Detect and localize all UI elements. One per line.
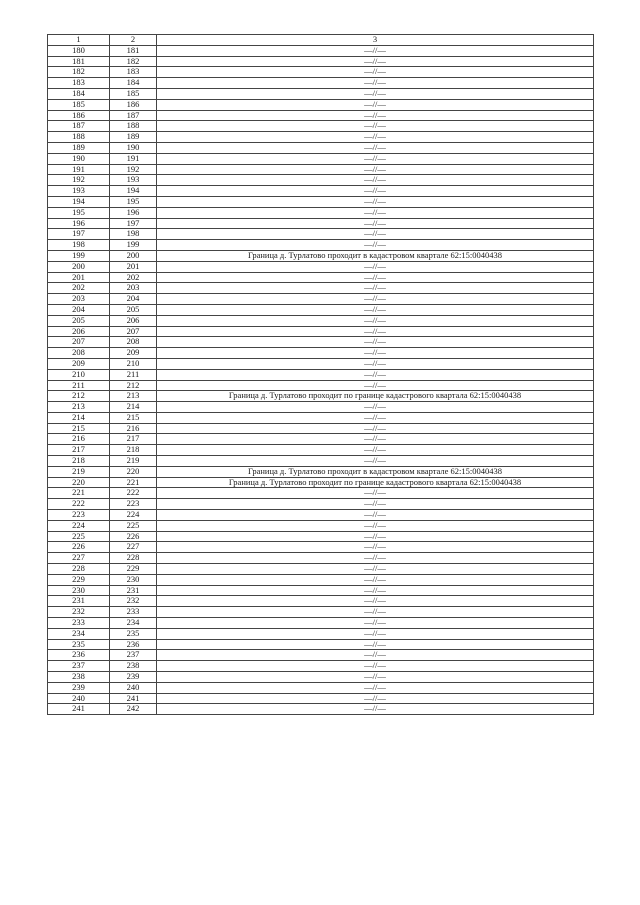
point-to-cell: 220 — [110, 466, 157, 477]
boundary-description-cell: —//— — [157, 45, 594, 56]
table-row — [48, 99, 594, 110]
point-from-cell: 205 — [48, 315, 110, 326]
point-from-cell: 185 — [48, 99, 110, 110]
point-to-cell: 214 — [110, 402, 157, 413]
table-row — [48, 510, 594, 521]
point-to-cell: 205 — [110, 304, 157, 315]
table-row — [48, 110, 594, 121]
table-row — [48, 304, 594, 315]
boundary-description-cell: Граница д. Турлатово проходит в кадастровом квартале 62:15:0040438 — [157, 466, 594, 477]
boundary-description-cell: —//— — [157, 186, 594, 197]
point-to-cell: 225 — [110, 520, 157, 531]
point-to-cell: 219 — [110, 456, 157, 467]
point-to-cell: 216 — [110, 423, 157, 434]
table-row — [48, 574, 594, 585]
table-row — [48, 240, 594, 251]
point-from-cell: 201 — [48, 272, 110, 283]
table-row — [48, 250, 594, 261]
point-from-cell: 212 — [48, 391, 110, 402]
table-row — [48, 132, 594, 143]
point-from-cell: 191 — [48, 164, 110, 175]
point-to-cell: 233 — [110, 607, 157, 618]
boundary-description-cell: —//— — [157, 488, 594, 499]
table-row — [48, 348, 594, 359]
point-from-cell: 187 — [48, 121, 110, 132]
boundary-description-cell: —//— — [157, 564, 594, 575]
point-from-cell: 231 — [48, 596, 110, 607]
point-from-cell: 221 — [48, 488, 110, 499]
boundary-description-cell: —//— — [157, 56, 594, 67]
table-row — [48, 294, 594, 305]
table-row — [48, 283, 594, 294]
table-row — [48, 218, 594, 229]
table-row — [48, 542, 594, 553]
point-to-cell: 184 — [110, 78, 157, 89]
point-to-cell: 196 — [110, 207, 157, 218]
point-to-cell: 187 — [110, 110, 157, 121]
point-from-cell: 229 — [48, 574, 110, 585]
point-from-cell: 207 — [48, 337, 110, 348]
table-row — [48, 499, 594, 510]
boundary-description-cell: —//— — [157, 499, 594, 510]
boundary-description-cell: —//— — [157, 164, 594, 175]
boundary-description-cell: —//— — [157, 574, 594, 585]
boundary-description-cell: —//— — [157, 639, 594, 650]
boundary-description-cell: —//— — [157, 207, 594, 218]
table-row — [48, 391, 594, 402]
point-to-cell: 229 — [110, 564, 157, 575]
point-from-cell: 230 — [48, 585, 110, 596]
point-from-cell: 181 — [48, 56, 110, 67]
boundary-points-table — [47, 34, 594, 715]
point-from-cell: 180 — [48, 45, 110, 56]
point-from-cell: 208 — [48, 348, 110, 359]
point-to-cell: 194 — [110, 186, 157, 197]
point-to-cell: 188 — [110, 121, 157, 132]
point-from-cell: 228 — [48, 564, 110, 575]
table-row — [48, 466, 594, 477]
point-to-cell: 197 — [110, 218, 157, 229]
point-from-cell: 200 — [48, 261, 110, 272]
point-from-cell: 236 — [48, 650, 110, 661]
point-to-cell: 240 — [110, 682, 157, 693]
point-to-cell: 215 — [110, 412, 157, 423]
boundary-description-cell: —//— — [157, 434, 594, 445]
table-row — [48, 445, 594, 456]
point-from-cell: 235 — [48, 639, 110, 650]
table-row — [48, 337, 594, 348]
boundary-description-cell: —//— — [157, 218, 594, 229]
boundary-description-cell: —//— — [157, 693, 594, 704]
boundary-description-cell: Граница д. Турлатово проходит по границе кадастрового квартала 62:15:0040438 — [157, 391, 594, 402]
boundary-description-cell: —//— — [157, 380, 594, 391]
point-to-cell: 207 — [110, 326, 157, 337]
boundary-description-cell: —//— — [157, 78, 594, 89]
point-from-cell: 223 — [48, 510, 110, 521]
column-header-2: 2 — [110, 35, 157, 46]
table-header-row — [48, 35, 594, 46]
table-row — [48, 531, 594, 542]
table-row — [48, 607, 594, 618]
point-from-cell: 195 — [48, 207, 110, 218]
point-from-cell: 203 — [48, 294, 110, 305]
point-to-cell: 192 — [110, 164, 157, 175]
boundary-description-cell: —//— — [157, 153, 594, 164]
boundary-description-cell: —//— — [157, 110, 594, 121]
boundary-description-cell: —//— — [157, 520, 594, 531]
table-row — [48, 164, 594, 175]
point-to-cell: 242 — [110, 704, 157, 715]
boundary-description-cell: Граница д. Турлатово проходит в кадастровом квартале 62:15:0040438 — [157, 250, 594, 261]
boundary-description-cell: Граница д. Турлатово проходит по границе кадастрового квартала 62:15:0040438 — [157, 477, 594, 488]
table-row — [48, 369, 594, 380]
boundary-description-cell: —//— — [157, 294, 594, 305]
boundary-description-cell: —//— — [157, 337, 594, 348]
table-row — [48, 693, 594, 704]
table-row — [48, 704, 594, 715]
table-row — [48, 142, 594, 153]
table-row — [48, 358, 594, 369]
point-from-cell: 184 — [48, 88, 110, 99]
point-from-cell: 238 — [48, 672, 110, 683]
table-row — [48, 186, 594, 197]
point-from-cell: 227 — [48, 553, 110, 564]
point-to-cell: 189 — [110, 132, 157, 143]
point-from-cell: 241 — [48, 704, 110, 715]
boundary-description-cell: —//— — [157, 704, 594, 715]
boundary-description-cell: —//— — [157, 510, 594, 521]
point-from-cell: 182 — [48, 67, 110, 78]
table-row — [48, 423, 594, 434]
boundary-description-cell: —//— — [157, 628, 594, 639]
boundary-description-cell: —//— — [157, 412, 594, 423]
point-to-cell: 222 — [110, 488, 157, 499]
point-to-cell: 218 — [110, 445, 157, 456]
table-row — [48, 67, 594, 78]
table-row — [48, 402, 594, 413]
boundary-description-cell: —//— — [157, 315, 594, 326]
table-row — [48, 661, 594, 672]
boundary-description-cell: —//— — [157, 261, 594, 272]
boundary-description-cell: —//— — [157, 132, 594, 143]
table-row — [48, 488, 594, 499]
table-body — [48, 45, 594, 714]
boundary-description-cell: —//— — [157, 326, 594, 337]
point-to-cell: 209 — [110, 348, 157, 359]
boundary-description-cell: —//— — [157, 240, 594, 251]
table-row — [48, 520, 594, 531]
point-to-cell: 213 — [110, 391, 157, 402]
point-to-cell: 211 — [110, 369, 157, 380]
boundary-description-cell: —//— — [157, 445, 594, 456]
point-to-cell: 221 — [110, 477, 157, 488]
point-from-cell: 232 — [48, 607, 110, 618]
point-from-cell: 204 — [48, 304, 110, 315]
table-row — [48, 207, 594, 218]
point-to-cell: 238 — [110, 661, 157, 672]
boundary-description-cell: —//— — [157, 585, 594, 596]
boundary-description-cell: —//— — [157, 175, 594, 186]
point-to-cell: 193 — [110, 175, 157, 186]
point-to-cell: 231 — [110, 585, 157, 596]
table-row — [48, 553, 594, 564]
point-to-cell: 201 — [110, 261, 157, 272]
point-to-cell: 223 — [110, 499, 157, 510]
point-to-cell: 230 — [110, 574, 157, 585]
point-to-cell: 228 — [110, 553, 157, 564]
point-from-cell: 189 — [48, 142, 110, 153]
table-row — [48, 229, 594, 240]
column-header-1: 1 — [48, 35, 110, 46]
boundary-description-cell: —//— — [157, 142, 594, 153]
point-to-cell: 241 — [110, 693, 157, 704]
point-to-cell: 185 — [110, 88, 157, 99]
point-to-cell: 190 — [110, 142, 157, 153]
point-to-cell: 234 — [110, 618, 157, 629]
point-from-cell: 214 — [48, 412, 110, 423]
point-from-cell: 216 — [48, 434, 110, 445]
point-to-cell: 224 — [110, 510, 157, 521]
table-row — [48, 639, 594, 650]
point-from-cell: 239 — [48, 682, 110, 693]
table-row — [48, 196, 594, 207]
table-row — [48, 585, 594, 596]
point-from-cell: 183 — [48, 78, 110, 89]
point-from-cell: 211 — [48, 380, 110, 391]
boundary-description-cell: —//— — [157, 542, 594, 553]
point-from-cell: 218 — [48, 456, 110, 467]
boundary-description-cell: —//— — [157, 423, 594, 434]
boundary-description-cell: —//— — [157, 596, 594, 607]
point-to-cell: 236 — [110, 639, 157, 650]
point-from-cell: 219 — [48, 466, 110, 477]
point-to-cell: 235 — [110, 628, 157, 639]
boundary-description-cell: —//— — [157, 661, 594, 672]
boundary-description-cell: —//— — [157, 369, 594, 380]
point-from-cell: 209 — [48, 358, 110, 369]
boundary-description-cell: —//— — [157, 456, 594, 467]
table-row — [48, 153, 594, 164]
point-from-cell: 215 — [48, 423, 110, 434]
point-from-cell: 226 — [48, 542, 110, 553]
point-to-cell: 237 — [110, 650, 157, 661]
point-from-cell: 233 — [48, 618, 110, 629]
boundary-description-cell: —//— — [157, 196, 594, 207]
point-to-cell: 227 — [110, 542, 157, 553]
table-row — [48, 121, 594, 132]
point-from-cell: 224 — [48, 520, 110, 531]
point-from-cell: 237 — [48, 661, 110, 672]
point-from-cell: 196 — [48, 218, 110, 229]
boundary-description-cell: —//— — [157, 650, 594, 661]
boundary-description-cell: —//— — [157, 682, 594, 693]
table-row — [48, 682, 594, 693]
point-to-cell: 206 — [110, 315, 157, 326]
boundary-description-cell: —//— — [157, 553, 594, 564]
point-to-cell: 200 — [110, 250, 157, 261]
boundary-description-cell: —//— — [157, 283, 594, 294]
boundary-description-cell: —//— — [157, 88, 594, 99]
point-from-cell: 217 — [48, 445, 110, 456]
point-to-cell: 210 — [110, 358, 157, 369]
boundary-description-cell: —//— — [157, 348, 594, 359]
table-row — [48, 272, 594, 283]
table-row — [48, 456, 594, 467]
table-row — [48, 56, 594, 67]
point-from-cell: 206 — [48, 326, 110, 337]
table-row — [48, 261, 594, 272]
point-to-cell: 199 — [110, 240, 157, 251]
point-to-cell: 217 — [110, 434, 157, 445]
point-to-cell: 182 — [110, 56, 157, 67]
table-row — [48, 326, 594, 337]
table-row — [48, 78, 594, 89]
boundary-description-cell: —//— — [157, 402, 594, 413]
table-row — [48, 88, 594, 99]
point-from-cell: 225 — [48, 531, 110, 542]
point-from-cell: 199 — [48, 250, 110, 261]
table-row — [48, 618, 594, 629]
boundary-description-cell: —//— — [157, 121, 594, 132]
boundary-description-cell: —//— — [157, 229, 594, 240]
boundary-description-cell: —//— — [157, 672, 594, 683]
boundary-description-cell: —//— — [157, 358, 594, 369]
table-row — [48, 672, 594, 683]
table-row — [48, 564, 594, 575]
point-to-cell: 195 — [110, 196, 157, 207]
point-from-cell: 197 — [48, 229, 110, 240]
point-from-cell: 194 — [48, 196, 110, 207]
boundary-description-cell: —//— — [157, 618, 594, 629]
point-to-cell: 203 — [110, 283, 157, 294]
boundary-description-cell: —//— — [157, 304, 594, 315]
point-to-cell: 208 — [110, 337, 157, 348]
point-from-cell: 186 — [48, 110, 110, 121]
point-to-cell: 198 — [110, 229, 157, 240]
boundary-description-cell: —//— — [157, 67, 594, 78]
point-to-cell: 186 — [110, 99, 157, 110]
boundary-description-cell: —//— — [157, 272, 594, 283]
boundary-description-cell: —//— — [157, 531, 594, 542]
table-row — [48, 628, 594, 639]
point-to-cell: 181 — [110, 45, 157, 56]
table-row — [48, 477, 594, 488]
table-row — [48, 650, 594, 661]
table-row — [48, 434, 594, 445]
point-to-cell: 202 — [110, 272, 157, 283]
point-from-cell: 188 — [48, 132, 110, 143]
point-to-cell: 239 — [110, 672, 157, 683]
point-from-cell: 213 — [48, 402, 110, 413]
point-to-cell: 212 — [110, 380, 157, 391]
table-row — [48, 380, 594, 391]
point-from-cell: 193 — [48, 186, 110, 197]
point-from-cell: 210 — [48, 369, 110, 380]
point-from-cell: 202 — [48, 283, 110, 294]
point-from-cell: 234 — [48, 628, 110, 639]
point-from-cell: 240 — [48, 693, 110, 704]
point-from-cell: 220 — [48, 477, 110, 488]
point-from-cell: 198 — [48, 240, 110, 251]
table-row — [48, 596, 594, 607]
boundary-description-cell: —//— — [157, 607, 594, 618]
point-to-cell: 226 — [110, 531, 157, 542]
table-row — [48, 412, 594, 423]
column-header-3: 3 — [157, 35, 594, 46]
point-from-cell: 190 — [48, 153, 110, 164]
point-from-cell: 192 — [48, 175, 110, 186]
point-to-cell: 183 — [110, 67, 157, 78]
point-to-cell: 204 — [110, 294, 157, 305]
table-row — [48, 175, 594, 186]
table-row — [48, 45, 594, 56]
table-row — [48, 315, 594, 326]
boundary-description-cell: —//— — [157, 99, 594, 110]
point-to-cell: 191 — [110, 153, 157, 164]
point-to-cell: 232 — [110, 596, 157, 607]
point-from-cell: 222 — [48, 499, 110, 510]
